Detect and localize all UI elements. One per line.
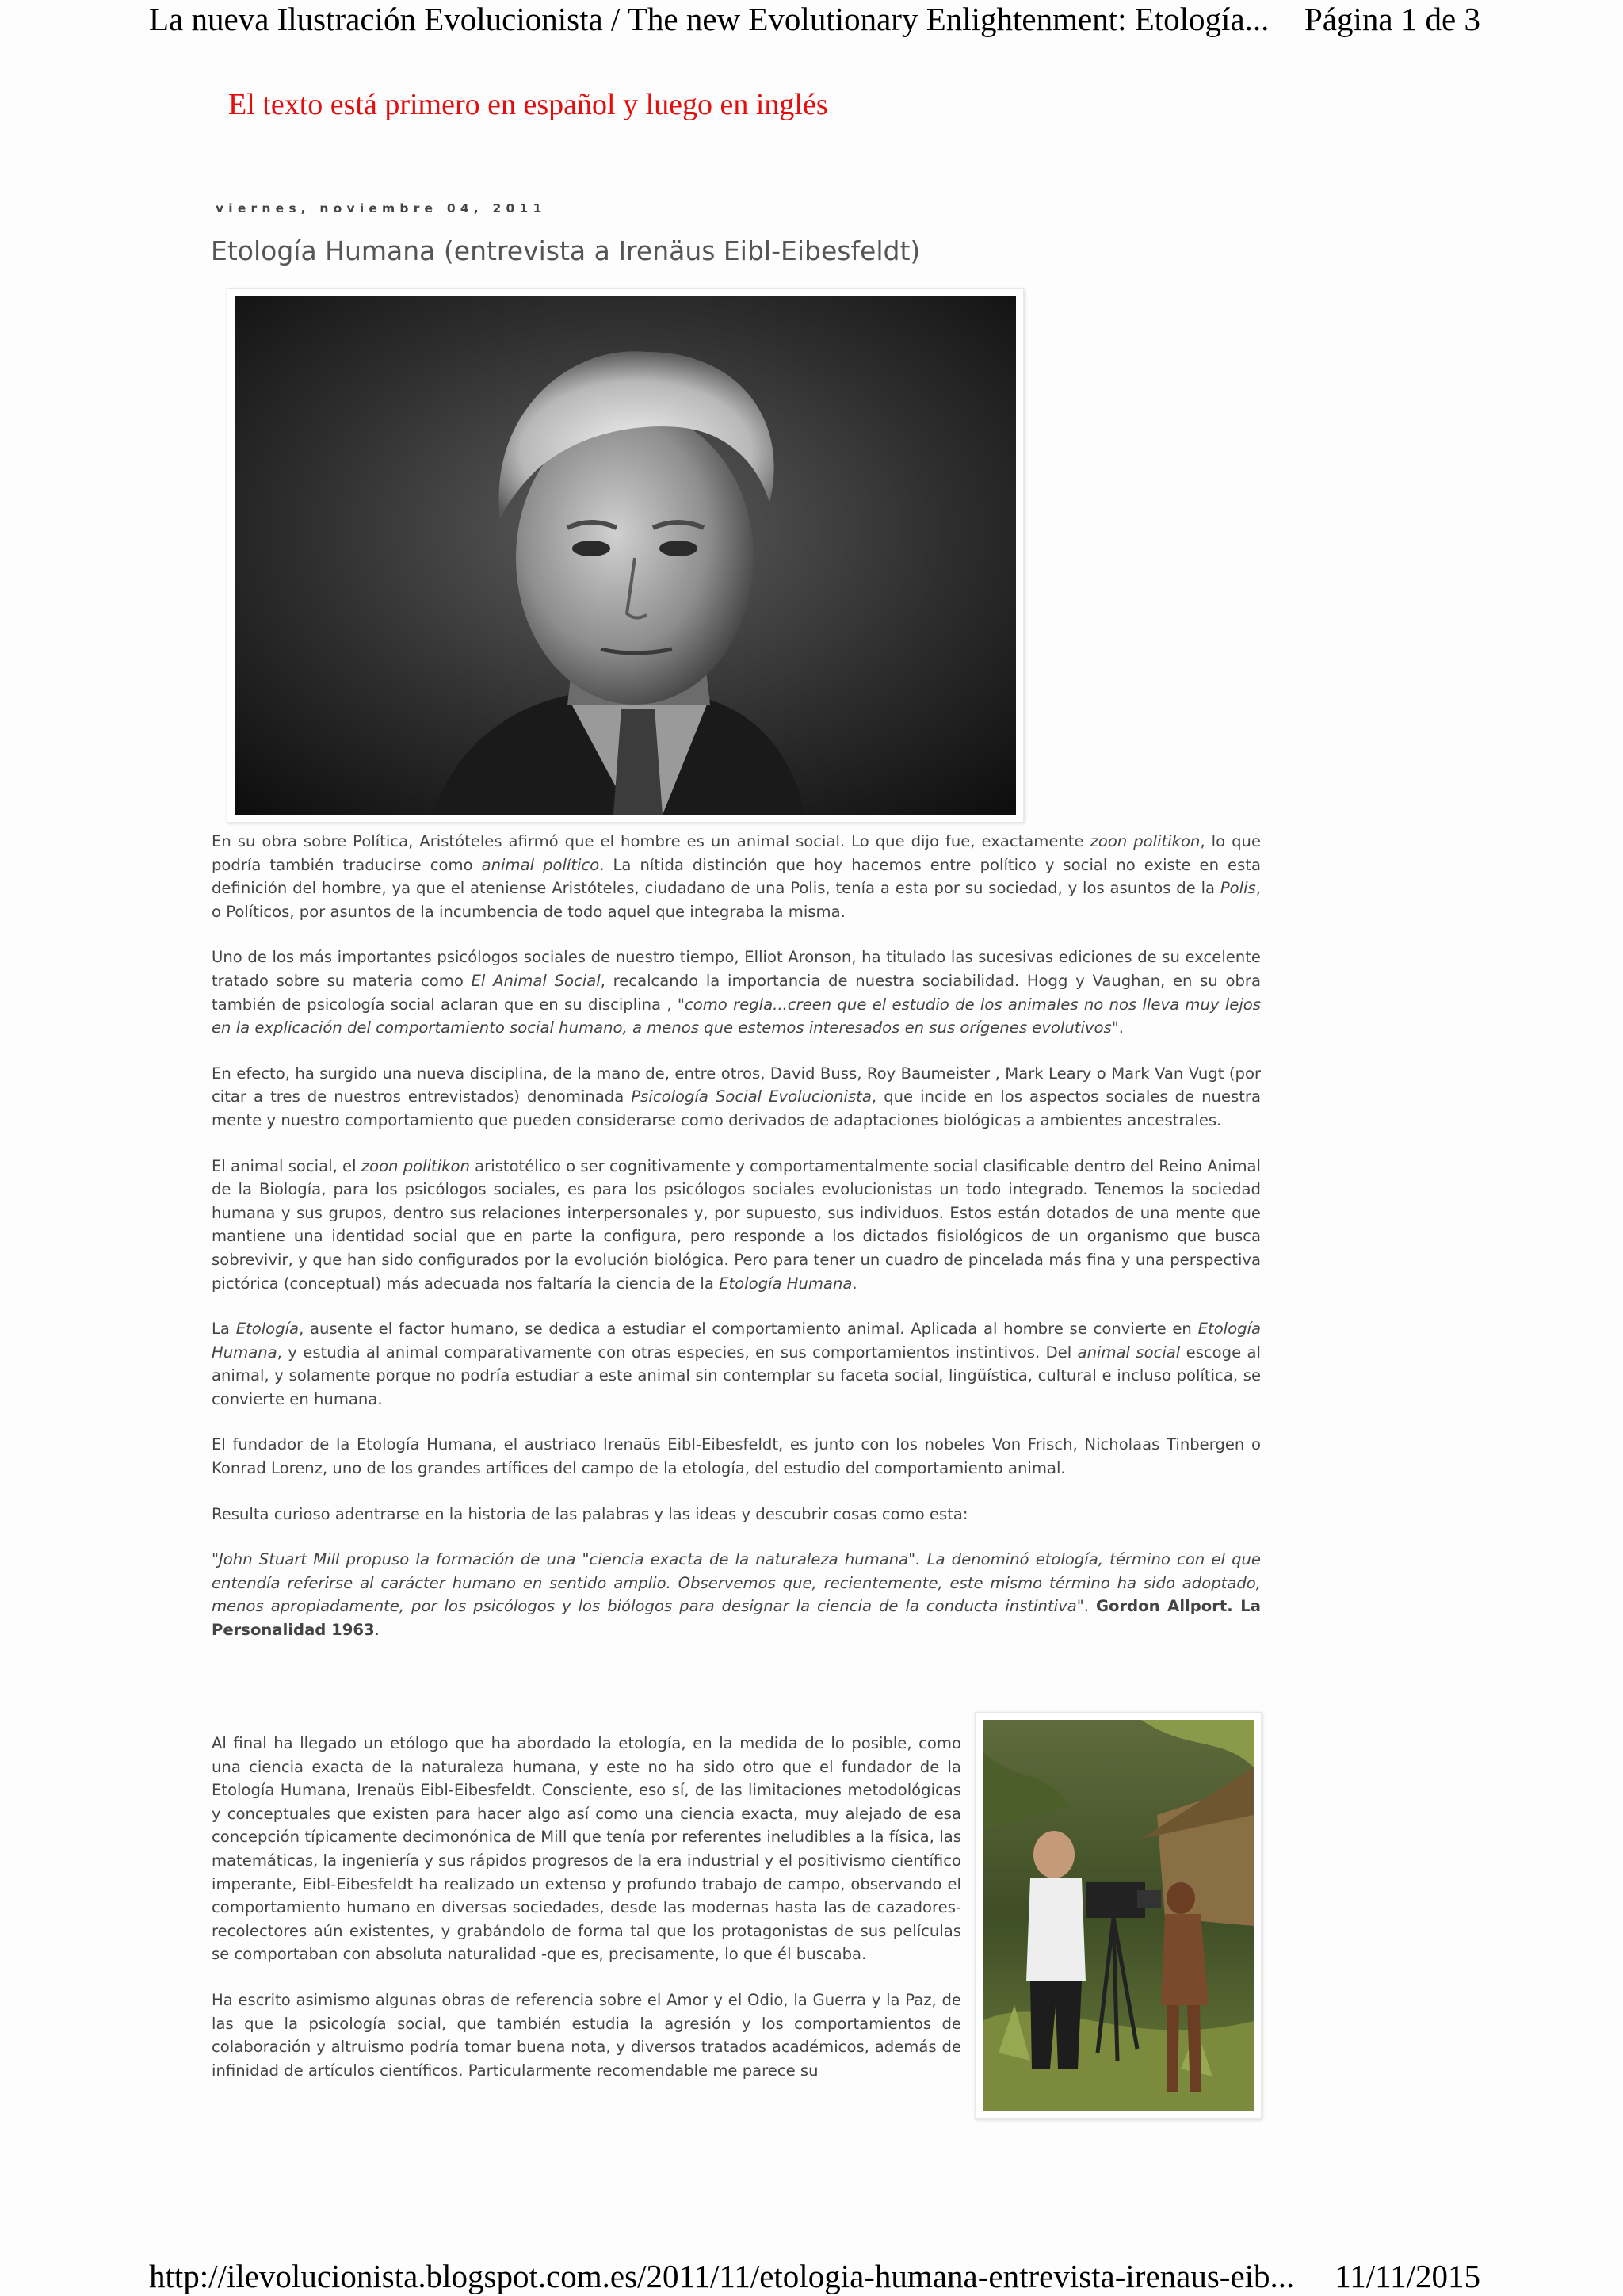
emphasis: Polis	[1220, 879, 1256, 898]
print-header	[149, 0, 1480, 38]
paragraph: Uno de los más importantes psicólogos sociales de nuestro tiempo, Elliot Aronson, ha titulado las sucesivas ediciones de su excelente tratado sobre su materia como El Animal Social, recalcando la importancia de nuestra sociabilidad. Hogg y Vaughan, en su obra también de psicología social aclaran que en su disciplina , "como regla...creen que el estudio de los animales no nos lleva muy lejos en la explicación del comportamiento social humano, a menos que estemos interesados en sus orígenes evolutivos".	[212, 948, 1261, 1037]
emphasis: como regla...creen que el estudio de los animales no nos lleva muy lejos en la explicación del comportamiento social humano, a menos que estemos interesados en sus orígenes evolutivos	[212, 995, 1261, 1037]
emphasis: Etología Humana	[212, 1320, 1261, 1362]
paragraph: En su obra sobre Política, Aristóteles afirmó que el hombre es un animal social. Lo que dijo fue, exactamente zoon politikon, lo que podría también traducirse como animal político. La nítida distinción que hoy hacemos entre político y social no existe en esta definición del hombre, ya que el ateniense Aristóteles, ciudadano de una Polis, tenía a esta por su sociedad, y los asuntos de la Polis, o Políticos, por asuntos de la incumbencia de todo aquel que integraba la misma.	[212, 832, 1262, 921]
post-date: viernes, noviembre 04, 2011	[216, 201, 547, 216]
fieldwork-photo-image	[983, 1720, 1254, 2111]
paragraph: "John Stuart Mill propuso la formación de una "ciencia exacta de la naturaleza humana". La denominó etología, término con el que entendía referirse al carácter humano en sentido amplio. Observemos que, recientemente, este mismo término ha sido adoptado, menos apropiadamente, por los psicólogos y los biólogos para designar la ciencia de la conducta instintiva". Gordon Allport. La Personalidad 1963.	[212, 1550, 1261, 1640]
emphasis: zoon politikon	[361, 1156, 470, 1175]
emphasis: zoon politikon	[1090, 832, 1201, 850]
emphasis: Psicología Social Evolucionista	[631, 1087, 872, 1106]
post-title[interactable]: Etología Humana (entrevista a Irenäus Eibl-Eibesfeldt)	[211, 235, 921, 266]
emphasis: animal social	[1077, 1343, 1181, 1362]
paragraph: Al final ha llegado un etólogo que ha abordado la etología, en la medida de lo posible, como una ciencia exacta de la naturaleza humana, y este no ha sido otro que el fundador de la Etología Humana, Irenaüs Eibl-Eibesfeldt. Consciente, eso sí, de las limitaciones metodológicas y conceptuales que existen para hacer algo así como una ciencia exacta, muy alejado de esa concepción típicamente decimonónica de Mill que tenía por referentes ineludibles a la física, las matemáticas, la ingeniería y sus rápidos progresos de la era industrial y el positivismo científico imperante, Eibl-Eibesfeldt ha realizado un extenso y profundo trabajo de campo, observando el comportamiento humano en diversas sociedades, desde las modernas hasta las de cazadores-recolectores aún existentes, y grabándolo de forma tal que los protagonistas de sus películas se comportaban con absoluta naturalidad -que es, precisamente, lo que él buscaba.	[212, 1734, 961, 1964]
paragraph: Resulta curioso adentrarse en la historia de las palabras y las ideas y descubrir cosas como esta:	[212, 1504, 968, 1523]
print-header-title: La nueva Ilustración Evolucionista / The new Evolutionary Enlightenment: Etología...	[149, 1, 1270, 37]
emphasis: John Stuart Mill propuso la formación de una "ciencia exacta de la naturaleza humana". La denominó etología, término con el que entendía referirse al carácter humano en sentido amplio. Observemos que, recientemente, este mismo término ha sido adoptado, menos apropiadamente, por los psicólogos y los biólogos para designar la ciencia de la conducta instintiva	[212, 1550, 1261, 1616]
paragraph: Ha escrito asimismo algunas obras de referencia sobre el Amor y el Odio, la Guerra y la Paz, de las que la psicología social, que también estudia la agresión y los comportamientos de colaboración y altruismo podría tomar buena nota, y diversos tratados académicos, además de infinidad de artículos científicos. Particularmente recomendable me parece su	[212, 1990, 961, 2080]
print-footer	[149, 2257, 1480, 2295]
print-footer-url[interactable]: http://ilevolucionista.blogspot.com.es/2011/11/etologia-humana-entrevista-irenaus-eib...	[149, 2258, 1295, 2294]
print-footer-date: 11/11/2015	[1335, 2258, 1480, 2294]
citation: Gordon Allport. La Personalidad 1963	[212, 1597, 1261, 1640]
language-notice: El texto está primero en español y luego en inglés	[228, 88, 828, 121]
portrait-photo-image	[235, 296, 1016, 815]
paragraph: El animal social, el zoon politikon aristotélico o ser cognitivamente y comportamentalmente social clasificable dentro del Reino Animal de la Biología, para los psicólogos sociales, es para los psicólogos sociales evolucionistas un todo integrado. Tenemos la sociedad humana y sus grupos, dentro sus relaciones interpersonales y, por supuesto, sus individuos. Estos están dotados de una mente que mantiene una identidad social que en parte la configura, pero responde a los dictados fisiológicos de un organismo que busca sobrevivir, y que han sido configurados por la evolución biológica. Pero para tener un cuadro de pincelada más fina y una perspectiva pictórica (conceptual) más adecuada nos faltaría la ciencia de la Etología Humana.	[212, 1156, 1261, 1293]
article-body-wrapped	[212, 1732, 961, 2082]
emphasis: Etología	[235, 1320, 300, 1339]
print-header-page: Página 1 de 3	[1304, 1, 1480, 37]
paragraph: El fundador de la Etología Humana, el austriaco Irenaüs Eibl-Eibesfeldt, es junto con los nobeles Von Frisch, Nicholaas Tinbergen o Konrad Lorenz, uno de los grandes artífices del campo de la etología, del estudio del comportamiento animal.	[212, 1435, 1261, 1478]
fieldwork-photo[interactable]	[975, 1712, 1262, 2119]
article-body	[212, 830, 1261, 1642]
emphasis: Etología Humana	[719, 1274, 853, 1293]
emphasis: animal político	[481, 855, 600, 874]
emphasis: El Animal Social	[471, 971, 601, 990]
portrait-photo[interactable]	[227, 288, 1024, 823]
paragraph: La Etología, ausente el factor humano, se dedica a estudiar el comportamiento animal. Aplicada al hombre se convierte en Etología Humana, y estudia al animal comparativamente con otras especies, en sus comportamientos instintivos. Del animal social escoge al animal, y solamente porque no podría estudiar a este animal sin contemplar su faceta social, lingüística, cultural e incluso política, se convierte en humana.	[212, 1320, 1261, 1408]
paragraph: En efecto, ha surgido una nueva disciplina, de la mano de, entre otros, David Buss, Roy Baumeister , Mark Leary o Mark Van Vugt (por citar a tres de nuestros entrevistados) denominada Psicología Social Evolucionista, que incide en los aspectos sociales de nuestra mente y nuestro comportamiento que pueden considerarse como derivados de adaptaciones biológicas a ambientes ancestrales.	[212, 1064, 1261, 1129]
